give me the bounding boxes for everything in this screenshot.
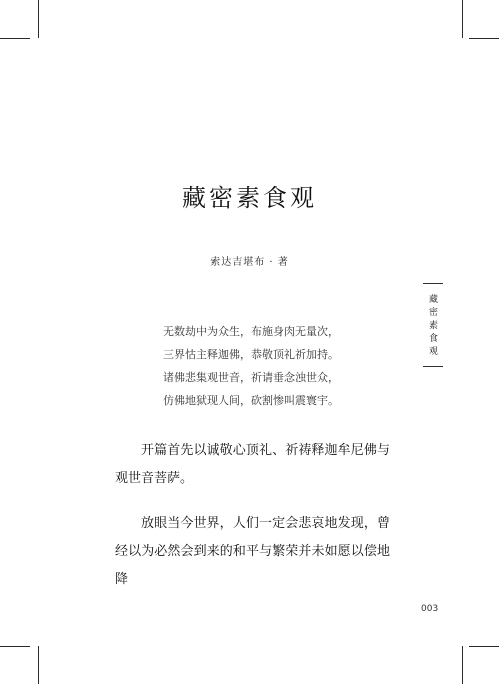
crop-mark <box>0 38 30 39</box>
body-paragraph: 开篇首先以诚敬心顶礼、祈祷释迦牟尼佛与观世音菩萨。 <box>115 443 390 486</box>
crop-mark <box>38 0 39 38</box>
verse-line: 仿佛地狱现人间，砍割惨叫震寰宇。 <box>163 394 339 407</box>
verse-line: 三界怙主释迦佛，恭敬顶礼祈加持。 <box>163 348 339 361</box>
crop-mark <box>469 646 499 647</box>
crop-mark <box>462 0 463 38</box>
running-head <box>423 283 443 367</box>
verse-block <box>163 320 393 412</box>
author-line: 索达吉堪布 · 著 <box>210 257 289 268</box>
crop-mark <box>462 646 463 684</box>
running-head-rule <box>423 283 443 284</box>
crop-mark <box>469 38 499 39</box>
crop-mark <box>0 646 30 647</box>
page-number: 003 <box>421 604 439 614</box>
chapter-title: 藏密素食观 <box>182 184 317 212</box>
crop-mark <box>38 646 39 684</box>
running-head-text: 藏密素食观 <box>427 293 437 359</box>
body-paragraph: 放眼当今世界，人们一定会悲哀地发现，曾经以为必然会到来的和平与繁荣并未如愿以偿地降 <box>115 516 390 587</box>
verse-line: 无数劫中为众生，布施身肉无量次， <box>163 325 339 338</box>
running-head-rule <box>423 366 443 367</box>
verse-line: 诸佛悲集观世音，祈请垂念浊世众， <box>163 371 339 384</box>
